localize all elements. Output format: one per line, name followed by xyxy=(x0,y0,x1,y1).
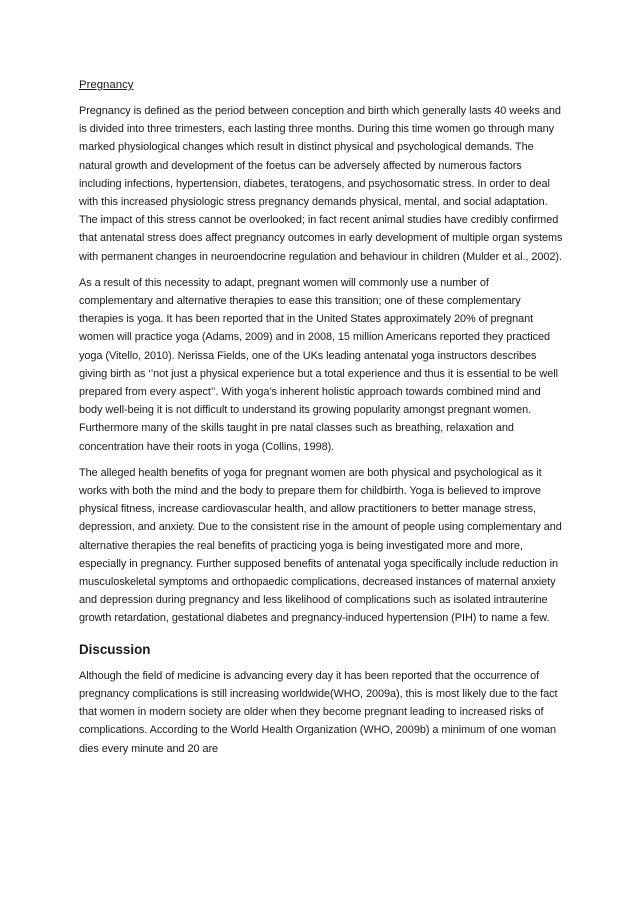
document-page xyxy=(79,76,565,766)
section-label-pregnancy: Pregnancy xyxy=(79,79,134,91)
paragraph-pregnancy-definition: Pregnancy is defined as the period between conception and birth which generally lasts 40 weeks and is divided into three trimesters, each lasting three months. During this time women go through many marked physiological changes which result in distinct physical and psychological demands. The natural growth and development of the foetus can be adversely affected by numerous factors including infections, hypertension, diabetes, teratogens, and psychosomatic stress. In order to deal with this increased physiologic stress pregnancy demands physical, mental, and social adaptation. The impact of this stress cannot be overlooked; in fact recent animal studies have credibly confirmed that antenatal stress does affect pregnancy outcomes in early development of multiple organ systems with permanent changes in neuroendocrine regulation and behaviour in children (Mulder et al., 2002). xyxy=(79,105,563,263)
discussion-heading: Discussion xyxy=(79,641,151,657)
paragraph-discussion: Although the field of medicine is advancing every day it has been reported that the occurrence of pregnancy complications is still increasing worldwide(WHO, 2009a), this is most likely due to the fact that women in modern society are older when they become pregnant leading to increased risks of complications. According to the World Health Organization (WHO, 2009b) a minimum of one woman dies every minute and 20 are xyxy=(79,669,558,755)
paragraph-health-benefits: The alleged health benefits of yoga for pregnant women are both physical and psychological as it works with both the mind and the body to prepare them for childbirth. Yoga is believed to improve physical fitness, increase cardiovascular health, and allow practitioners to better manage stress, depression, and anxiety. Due to the consistent rise in the amount of people using complementary and alternative therapies the real benefits of practicing yoga is being investigated more and more, especially in pregnancy. Further supposed benefits of antenatal yoga specifically include reduction in musculoskeletal symptoms and orthopaedic complications, decreased instances of maternal anxiety and depression during pregnancy and less likelihood of complications such as isolated intrauterine growth retardation, gestational diabetes and pregnancy-induced hypertension (PIH) to name a few. xyxy=(79,466,562,625)
paragraph-complementary-therapies: As a result of this necessity to adapt, pregnant women will commonly use a number of complementary and alternative therapies to ease this transition; one of these complementary therapies is yoga. It has been reported that in the United States approximately 20% of pregnant women will practice yoga (Adams, 2009) and in 2008, 15 million Americans reported they practiced yoga (Vitello, 2010). Nerissa Fields, one of the UKs leading antenatal yoga instructors describes giving birth as ‘’not just a physical experience but a total experience and thus it is essential to be well prepared from every aspect’’. With yoga’s inherent holistic approach towards combined mind and body well-being it is not difficult to understand its growing popularity amongst pregnant women. Furthermore many of the skills taught in pre natal classes such as breathing, relaxation and concentration have their roots in yoga (Collins, 1998). xyxy=(79,276,558,453)
